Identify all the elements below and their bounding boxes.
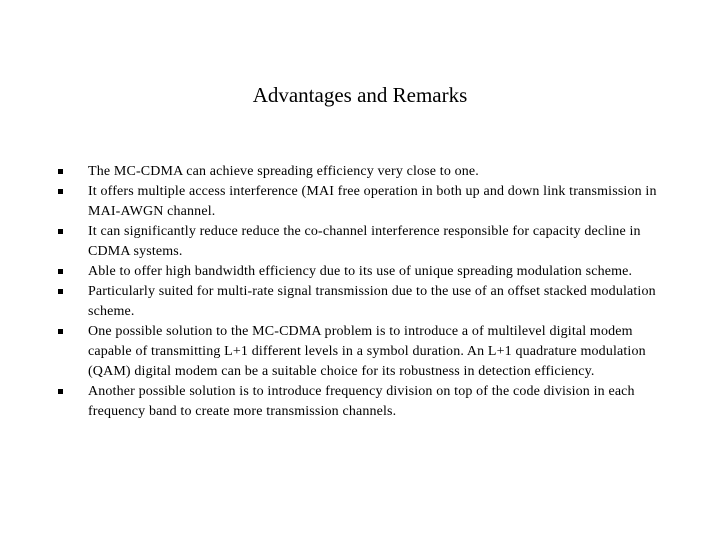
slide-title: Advantages and Remarks	[252, 83, 468, 107]
bullet-text: Able to offer high bandwidth efficiency due to its use of unique spreading modulation scheme.	[88, 264, 633, 279]
bullet-item-co-channel	[57, 222, 657, 262]
bullet-text: Particularly suited for multi-rate signal transmission due to the use of an offset stacked modulation scheme.	[88, 284, 656, 319]
bullet-text: It can significantly reduce reduce the co-channel interference responsible for capacity decline in CDMA systems.	[88, 224, 641, 259]
bullet-item-multilevel-modem	[57, 322, 657, 382]
square-bullet-icon	[58, 269, 63, 274]
square-bullet-icon	[58, 169, 63, 174]
bullet-item-mai-free	[57, 182, 657, 222]
bullet-text: Another possible solution is to introduce frequency division on top of the code division in each frequency band to create more transmission channels.	[88, 384, 635, 419]
bullet-text: One possible solution to the MC-CDMA problem is to introduce a of multilevel digital modem capable of transmitting L+1 different levels in a symbol duration. An L+1 quadrature modulation (QAM) digital modem can be a suitable choice for its robustness in detection efficiency.	[88, 324, 646, 379]
bullet-text: It offers multiple access interference (MAI free operation in both up and down link transmission in MAI-AWGN channel.	[88, 184, 657, 219]
square-bullet-icon	[58, 289, 63, 294]
bullet-list	[57, 162, 657, 422]
bullet-item-bandwidth-efficiency	[57, 262, 657, 282]
square-bullet-icon	[58, 189, 63, 194]
bullet-text: The MC-CDMA can achieve spreading efficiency very close to one.	[88, 164, 479, 179]
square-bullet-icon	[58, 389, 63, 394]
bullet-item-spreading-efficiency	[57, 162, 657, 182]
square-bullet-icon	[58, 329, 63, 334]
bullet-item-multi-rate	[57, 282, 657, 322]
bullet-item-frequency-division	[57, 382, 657, 422]
square-bullet-icon	[58, 229, 63, 234]
